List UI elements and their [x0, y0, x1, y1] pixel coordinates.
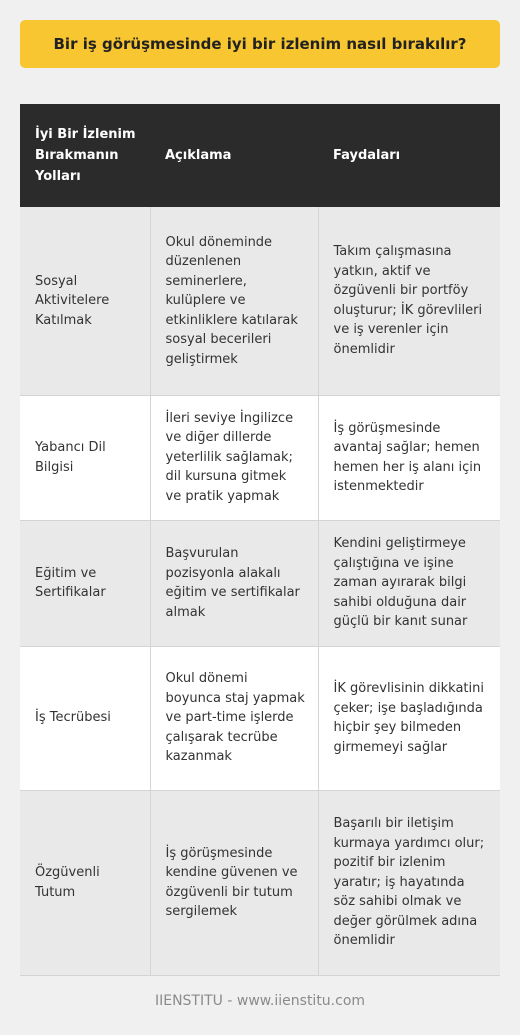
table-row [20, 395, 500, 520]
cell-way: Özgüvenli Tutum [20, 790, 150, 975]
header-benefits: Faydaları [333, 148, 401, 163]
cell-benefits: İK görevlisinin dikkatini çeker; işe başladığında hiçbir şey bilmeden girmemeyi sağlar [318, 646, 500, 790]
header-description: Açıklama [165, 148, 232, 163]
header-ways: İyi Bir İzlenim Bırakmanın Yolları [35, 127, 136, 184]
footer-credit: IIENSTITU - www.iienstitu.com [154, 993, 366, 1009]
cell-benefits: Kendini geliştirmeye çalıştığına ve işine zaman ayırarak bilgi sahibi olduğuna dair güçlü bir kanıt sunar [318, 520, 500, 646]
cell-description: Okul döneminde düzenlenen seminerlere, kulüplere ve etkinliklere katılarak sosyal becerileri geliştirmek [150, 207, 318, 395]
table-header-row [20, 104, 500, 207]
cell-benefits: Başarılı bir iletişim kurmaya yardımcı olur; pozitif bir izlenim yaratır; iş hayatında söz sahibi olmak ve değer görülmek adına önemlidir [318, 790, 500, 975]
page-title: Bir iş görüşmesinde iyi bir izlenim nasıl bırakılır? [53, 35, 467, 53]
cell-benefits: İş görüşmesinde avantaj sağlar; hemen hemen her iş alanı için istenmektedir [318, 395, 500, 520]
cell-description: Okul dönemi boyunca staj yapmak ve part-time işlerde çalışarak tecrübe kazanmak [150, 646, 318, 790]
cell-way: Sosyal Aktivitelere Katılmak [20, 207, 150, 395]
table-row [20, 646, 500, 790]
table-row [20, 207, 500, 395]
cell-way: Yabancı Dil Bilgisi [20, 395, 150, 520]
title-banner [20, 20, 500, 68]
cell-description: Başvurulan pozisyonla alakalı eğitim ve sertifikalar almak [150, 520, 318, 646]
cell-description: İleri seviye İngilizce ve diğer dillerde yeterlilik sağlamak; dil kursuna gitmek ve pratik yapmak [150, 395, 318, 520]
cell-way: Eğitim ve Sertifikalar [20, 520, 150, 646]
table-row [20, 790, 500, 975]
table-row [20, 520, 500, 646]
cell-way: İş Tecrübesi [20, 646, 150, 790]
info-table [20, 104, 500, 976]
cell-benefits: Takım çalışmasına yatkın, aktif ve özgüvenli bir portföy oluşturur; İK görevlileri ve iş verenler için önemlidir [318, 207, 500, 395]
cell-description: İş görüşmesinde kendine güvenen ve özgüvenli bir tutum sergilemek [150, 790, 318, 975]
